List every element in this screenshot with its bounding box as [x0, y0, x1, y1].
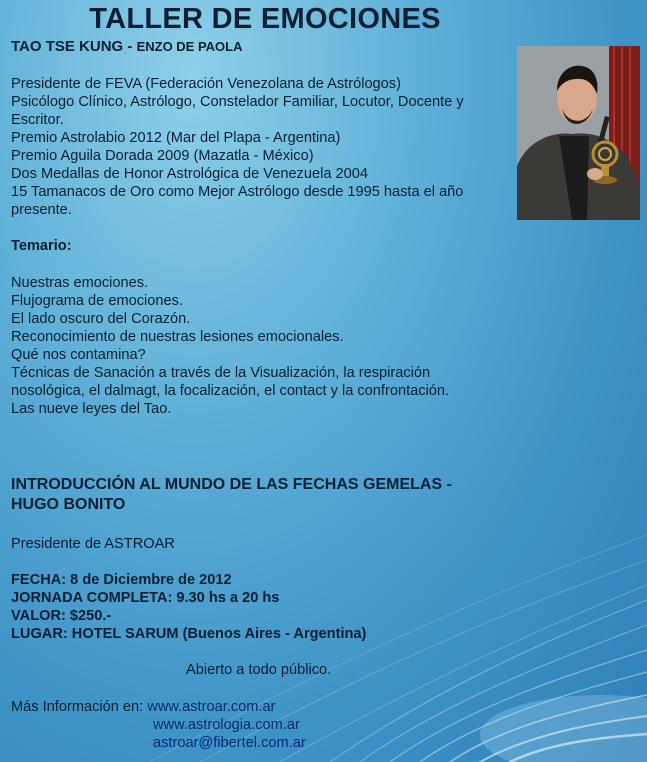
- speaker2-heading-line1: INTRODUCCIÓN AL MUNDO DE LAS FECHAS GEMELAS -: [11, 476, 452, 493]
- temario-item: Las nueve leyes del Tao.: [11, 401, 172, 417]
- speaker1-name: TAO TSE KUNG -: [11, 38, 137, 55]
- event-venue: LUGAR: HOTEL SARUM (Buenos Aires - Argentina): [11, 626, 367, 642]
- temario-item: Qué nos contamina?: [11, 347, 146, 363]
- bio-line: presente.: [11, 202, 72, 218]
- bio-line: Premio Aguila Dorada 2009 (Mazatla - México): [11, 148, 314, 164]
- bio-line: Escritor.: [11, 112, 64, 128]
- astroar-link[interactable]: www.astroar.com.ar: [147, 699, 276, 715]
- bio-line: 15 Tamanacos de Oro como Mejor Astrólogo desde 1995 hasta el año: [11, 184, 464, 200]
- speaker-photo: [517, 46, 640, 220]
- event-price: VALOR: $250.-: [11, 608, 112, 624]
- temario-item: Flujograma de emociones.: [11, 293, 183, 309]
- speaker1-name2: ENZO DE PAOLA: [136, 39, 243, 54]
- speaker1-heading: [11, 38, 243, 56]
- page-title: TALLER DE EMOCIONES: [89, 3, 441, 35]
- event-schedule: JORNADA COMPLETA: 9.30 hs a 20 hs: [11, 590, 280, 606]
- speaker2-heading-line2: HUGO BONITO: [11, 496, 126, 513]
- temario-item: El lado oscuro del Corazón.: [11, 311, 191, 327]
- bio-line: Psicólogo Clínico, Astrólogo, Constelador Familiar, Locutor, Docente y: [11, 94, 464, 110]
- temario-heading: Temario:: [11, 238, 72, 254]
- temario-item: Reconocimiento de nuestras lesiones emocionales.: [11, 329, 344, 345]
- speaker2-role: Presidente de ASTROAR: [11, 536, 175, 552]
- bio-line: Dos Medallas de Honor Astrológica de Venezuela 2004: [11, 166, 368, 182]
- temario-item: Nuestras emociones.: [11, 275, 149, 291]
- bio-line: Premio Astrolabio 2012 (Mar del Plapa - Argentina): [11, 130, 341, 146]
- contact-label: Más Información en:: [11, 699, 148, 715]
- temario-item: nosológica, el dalmagt, la focalización, el contact y la confrontación.: [11, 383, 450, 399]
- public-note: Abierto a todo público.: [186, 662, 332, 678]
- event-date: FECHA: 8 de Diciembre de 2012: [11, 572, 232, 588]
- email-link[interactable]: astroar@fibertel.com.ar: [153, 735, 306, 751]
- temario-item: Técnicas de Sanación a través de la Visualización, la respiración: [11, 365, 431, 381]
- bio-line: Presidente de FEVA (Federación Venezolana de Astrólogos): [11, 76, 401, 92]
- contact-line: [11, 698, 275, 716]
- astrologia-link[interactable]: www.astrologia.com.ar: [153, 717, 300, 733]
